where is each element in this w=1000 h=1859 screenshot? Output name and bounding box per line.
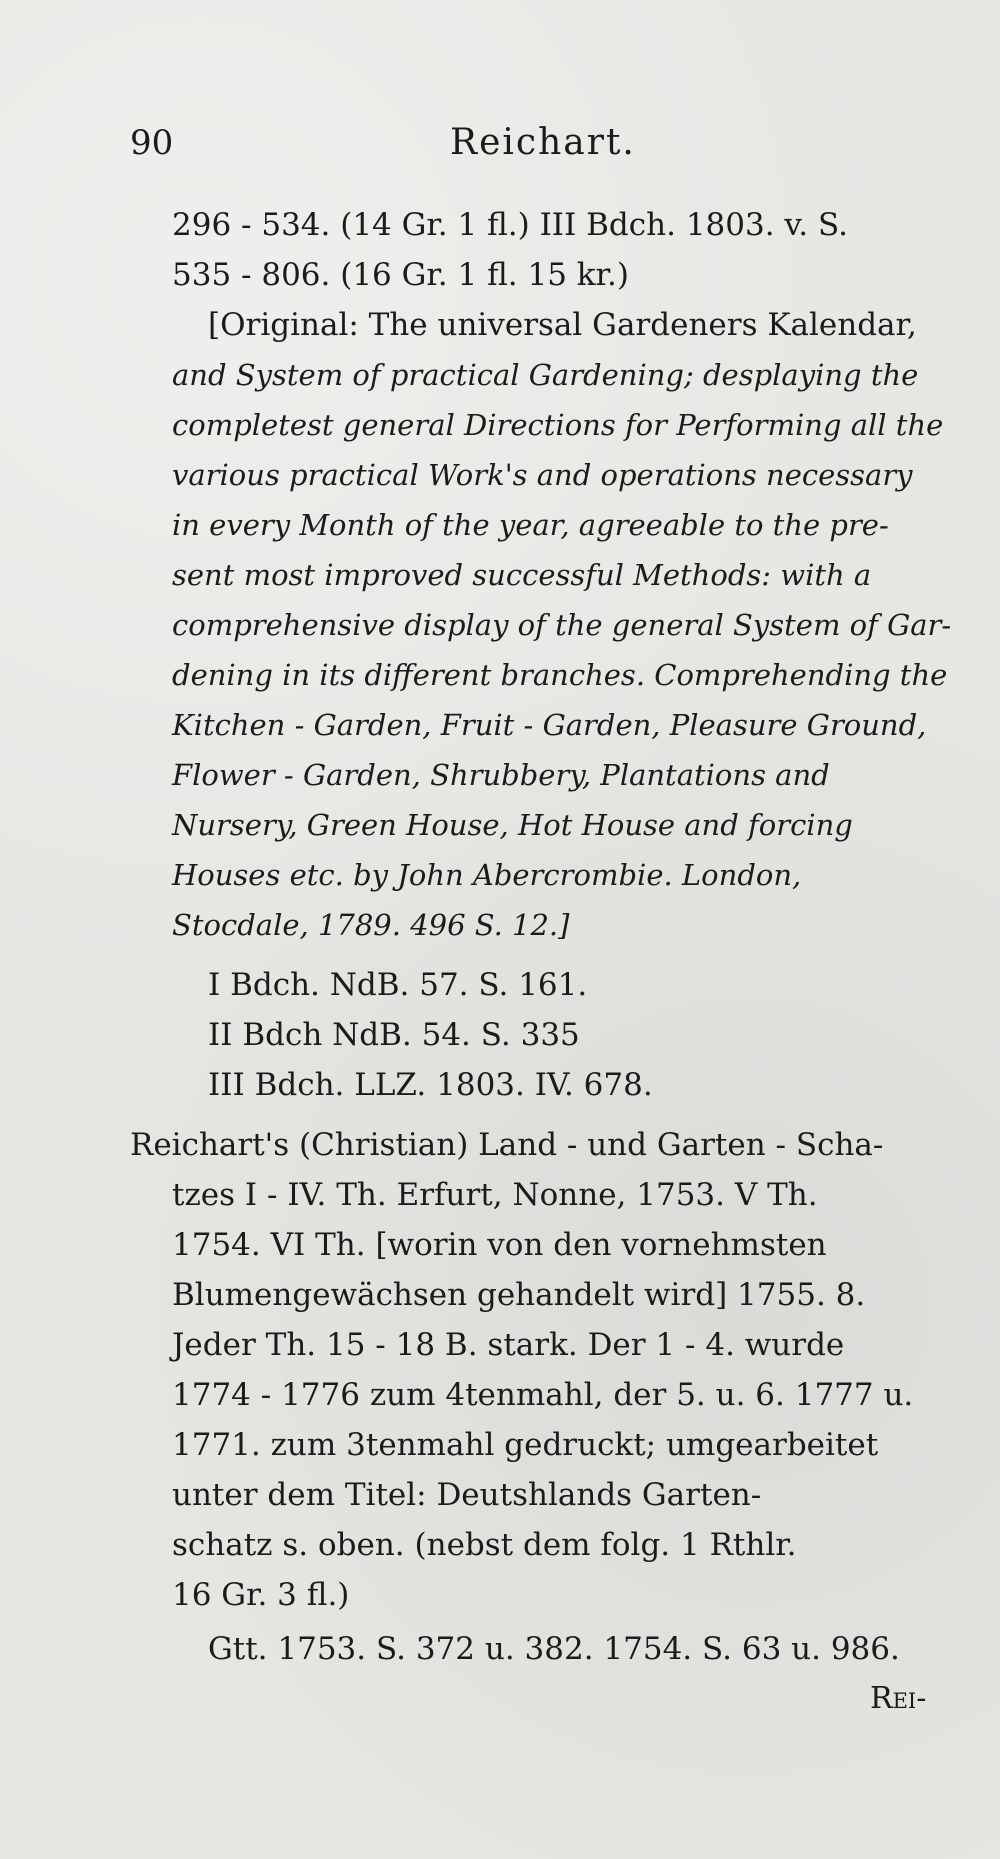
text-line-18: III Bdch. LLZ. 1803. IV. 678. [208, 1067, 653, 1103]
text-line-13: Nursery, Green House, Hot House and forcing [172, 808, 853, 842]
text-line-14: Houses etc. by John Abercrombie. London, [172, 858, 802, 892]
text-line-1: 296 - 534. (14 Gr. 1 fl.) III Bdch. 1803. v. S. [172, 207, 848, 243]
text-line-15: Stocdale, 1789. 496 S. 12.] [172, 908, 570, 942]
text-line-26: unter dem Titel: Deutshlands Garten- [172, 1477, 762, 1513]
text-line-9: comprehensive display of the general System of Gar- [172, 608, 952, 642]
text-line-12: Flower - Garden, Shrubbery, Plantations and [172, 758, 830, 792]
text-line-23: Jeder Th. 15 - 18 B. stark. Der 1 - 4. wurde [172, 1327, 845, 1363]
text-line-17: II Bdch NdB. 54. S. 335 [208, 1017, 580, 1053]
text-line-27: schatz s. oben. (nebst dem folg. 1 Rthlr. [172, 1527, 797, 1563]
text-line-10: dening in its different branches. Comprehending the [172, 658, 948, 692]
page-number: 90 [130, 123, 174, 163]
text-line-16: I Bdch. NdB. 57. S. 161. [208, 967, 588, 1003]
text-line-28: 16 Gr. 3 fl.) [172, 1577, 350, 1613]
text-line-11: Kitchen - Garden, Fruit - Garden, Pleasure Ground, [172, 708, 927, 742]
text-line-7: in every Month of the year, agreeable to the pre- [172, 508, 889, 542]
text-line-29: Gtt. 1753. S. 372 u. 382. 1754. S. 63 u. 986. [208, 1631, 900, 1667]
text-line-4: and System of practical Gardening; desplaying the [172, 358, 919, 392]
text-line-24: 1774 - 1776 zum 4tenmahl, der 5. u. 6. 1777 u. [172, 1377, 914, 1413]
page-header [130, 118, 890, 168]
text-line-6: various practical Work's and operations necessary [172, 458, 913, 492]
running-head: Reichart. [450, 122, 636, 163]
text-line-5: completest general Directions for Performing all the [172, 408, 944, 442]
text-line-3: [Original: The universal Gardeners Kalendar, [208, 307, 917, 343]
text-line-2: 535 - 806. (16 Gr. 1 fl. 15 kr.) [172, 257, 629, 293]
text-line-20: tzes I - IV. Th. Erfurt, Nonne, 1753. V Th. [172, 1177, 818, 1213]
catchword: Rei- [870, 1681, 927, 1716]
text-line-8: sent most improved successful Methods: with a [172, 558, 872, 592]
text-line-19: Reichart's (Christian) Land - und Garten - Scha- [130, 1127, 884, 1163]
text-line-21: 1754. VI Th. [worin von den vornehmsten [172, 1227, 827, 1263]
text-line-22: Blumengewächsen gehandelt wird] 1755. 8. [172, 1277, 866, 1313]
text-line-25: 1771. zum 3tenmahl gedruckt; umgearbeitet [172, 1427, 879, 1463]
